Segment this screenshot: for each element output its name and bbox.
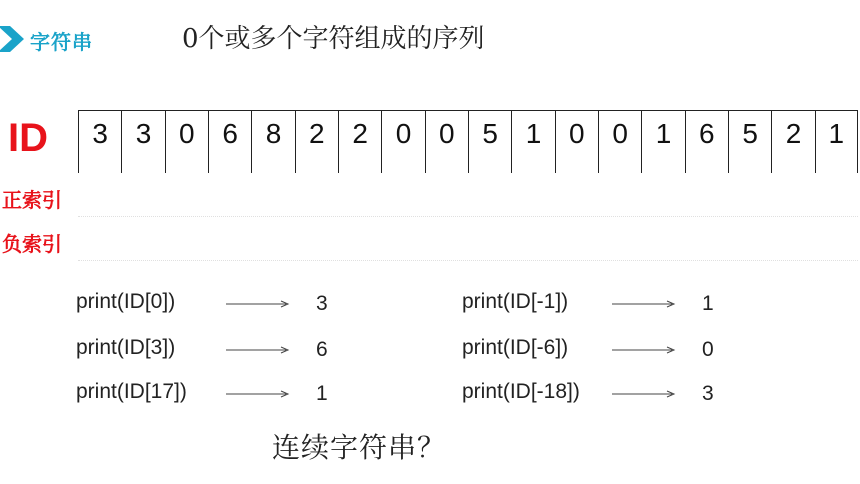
print-result: 3	[702, 382, 714, 405]
digit-cell: 0	[165, 111, 208, 173]
print-result: 1	[316, 382, 328, 405]
digit-cell: 8	[251, 111, 294, 173]
digit-cell: 5	[728, 111, 771, 173]
digit-cell: 3	[121, 111, 164, 173]
id-label: ID	[8, 116, 48, 160]
digit-cell: 0	[598, 111, 641, 173]
print-statement: print(ID[-1])	[462, 290, 569, 313]
digit-cell: 2	[338, 111, 381, 173]
chevron-right-icon	[0, 26, 24, 52]
print-statement: print(ID[3])	[76, 336, 176, 359]
digit-cell: 2	[295, 111, 338, 173]
digit-cell: 0	[425, 111, 468, 173]
positive-index-label: 正索引	[2, 188, 62, 212]
digit-cell: 0	[555, 111, 598, 173]
negative-index-label: 负索引	[2, 232, 62, 256]
digit-cells	[78, 110, 858, 261]
print-statement: print(ID[0])	[76, 290, 176, 313]
arrow-right-icon	[226, 345, 290, 355]
print-result: 3	[316, 292, 328, 315]
digit-cell: 1	[815, 111, 858, 173]
digit-cell: 3	[78, 111, 121, 173]
digit-cell: 0	[381, 111, 424, 173]
arrow-right-icon	[226, 389, 290, 399]
arrow-right-icon	[612, 389, 676, 399]
digit-cell: 1	[641, 111, 684, 173]
page-subtitle: 0个或多个字符组成的序列	[182, 24, 485, 54]
print-statement: print(ID[-6])	[462, 336, 569, 359]
id-digit-grid	[78, 110, 858, 260]
digit-cell: 5	[468, 111, 511, 173]
question-text: 连续字符串？	[272, 431, 447, 464]
digit-cell: 2	[771, 111, 814, 173]
digit-cell: 6	[685, 111, 728, 173]
arrow-right-icon	[226, 299, 290, 309]
print-result: 1	[702, 292, 714, 315]
print-statement: print(ID[17])	[76, 380, 187, 403]
arrow-right-icon	[612, 299, 676, 309]
print-statement: print(ID[-18])	[462, 380, 580, 403]
print-result: 6	[316, 338, 328, 361]
print-result: 0	[702, 338, 714, 361]
arrow-right-icon	[612, 345, 676, 355]
section-title: 字符串	[30, 30, 93, 54]
digit-cell: 6	[208, 111, 251, 173]
digit-cell: 1	[511, 111, 554, 173]
